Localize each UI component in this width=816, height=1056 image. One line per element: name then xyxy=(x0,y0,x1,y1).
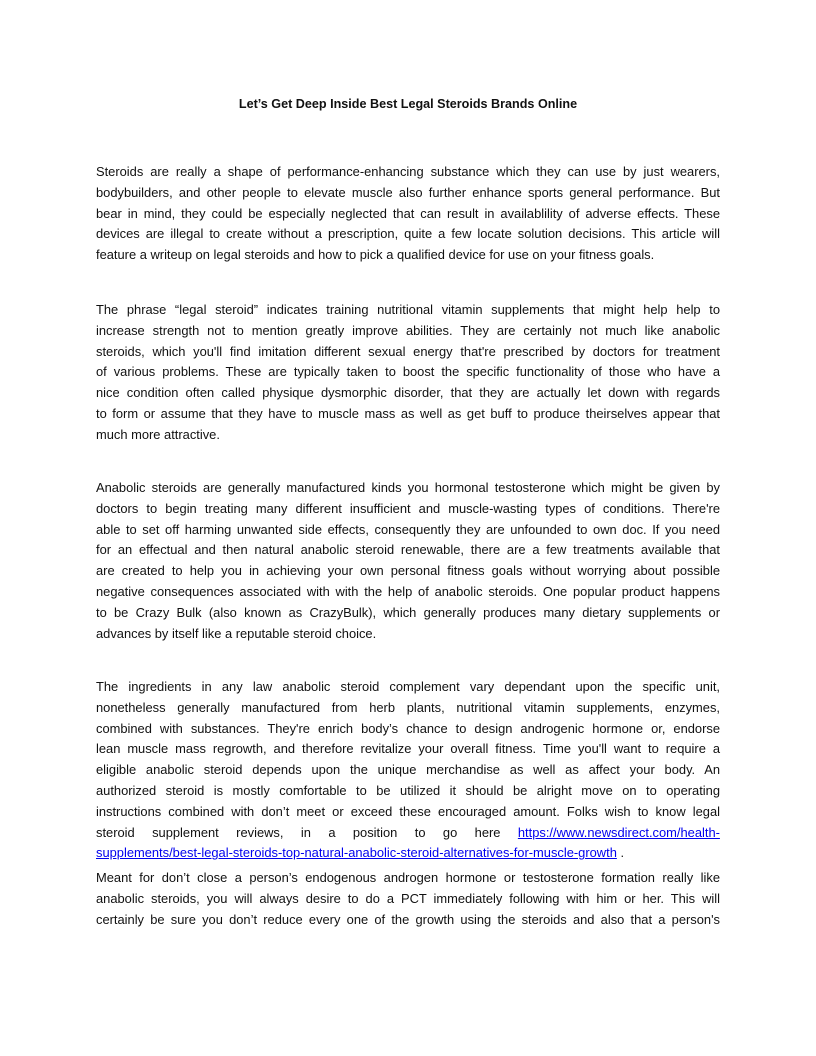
word: go xyxy=(442,824,458,840)
word: steroid xyxy=(96,824,135,840)
word: a xyxy=(328,824,336,840)
word: in xyxy=(300,824,311,840)
newsdirect-link-part1[interactable]: https://www.newsdirect.com/health- xyxy=(517,824,720,840)
word: here xyxy=(474,824,501,840)
text-line: lean muscle mass regrowth, and therefore revitalize your overall fitness. Time you'll want to require a xyxy=(96,741,720,757)
text-line: instructions combined with don’t meet or exceed these encouraged amount. Folks wish to know legal xyxy=(96,803,720,819)
text-line: eligible anabolic steroid depends upon the unique merchandise as well as affect your body. An xyxy=(96,762,720,778)
trailing-period: . xyxy=(616,845,625,861)
text-line: The ingredients in any law anabolic steroid complement vary dependant upon the specific unit, xyxy=(96,679,720,694)
text-line: to be Crazy Bulk (also known as CrazyBulk), which generally produces many dietary supplements or xyxy=(96,604,720,620)
link-intro-line xyxy=(96,823,720,844)
text-line: certainly be sure you don’t reduce every one of the growth using the steroids and also that a person's xyxy=(96,911,720,927)
text-line: The phrase “legal steroid” indicates training nutritional vitamin supplements that might help help to xyxy=(96,302,720,317)
text-line: Anabolic steroids are generally manufactured kinds you hormonal testosterone which might be given by xyxy=(96,480,720,495)
paragraph-2 xyxy=(96,300,720,446)
text-line: Steroids are really a shape of performance-enhancing substance which they can use by just wearers, xyxy=(96,164,720,179)
text-line: authorized steroid is mostly comfortable to be utilized it should be alright move on to operating xyxy=(96,782,720,798)
text-line: bodybuilders, and other people to elevate muscle also further enhance sports general performance. But xyxy=(96,184,720,200)
text-line: steroids, which you'll find imitation different sexual energy that're prescribed by doctors for treatment xyxy=(96,343,720,359)
word: supplement xyxy=(152,824,219,840)
text-line: are created to help you in achieving your own personal fitness goals without worrying about possible xyxy=(96,563,720,579)
text-line: for an effectual and then natural anabolic steroid renewable, there are a few treatments available that xyxy=(96,542,720,558)
text-line: bear in mind, they could be especially neglected that can result in availablility of adverse effects. These xyxy=(96,205,720,221)
text-line: much more attractive. xyxy=(96,426,220,442)
link-line-2 xyxy=(96,843,720,864)
word: reviews, xyxy=(236,824,284,840)
word: to xyxy=(414,824,426,840)
text-line: of various problems. These are typically taken to boost the specific functionality of those who have a xyxy=(96,364,720,380)
paragraph-1 xyxy=(96,162,720,266)
text-line: doctors to begin treating many different insufficient and muscle-wasting types of conditions. There're xyxy=(96,500,720,516)
text-line: increase strength not to mention greatly improve abilities. They are certainly not much like anabolic xyxy=(96,322,720,338)
text-line: Meant for don’t close a person’s endogenous androgen hormone or testosterone formation really like xyxy=(96,870,720,885)
text-line: advances by itself like a reputable steroid choice. xyxy=(96,625,377,641)
paragraph-5 xyxy=(96,868,720,930)
text-line: anabolic steroids, you will always desire to do a PCT immediately following with him or her. This will xyxy=(96,890,720,906)
text-line: devices are illegal to create without a prescription, quite a few locate solution decisions. This article will xyxy=(96,226,720,242)
word: position xyxy=(352,824,398,840)
text-line: negative consequences associated with with the help of anabolic steroids. One popular product happens xyxy=(96,583,720,599)
newsdirect-link-part2[interactable]: supplements/best-legal-steroids-top-natural-anabolic-steroid-alternatives-for-muscle-growth xyxy=(96,845,617,861)
text-line: to form or assume that they have to muscle mass as well as get buff to produce theirselves appear that xyxy=(96,405,720,421)
paragraph-4 xyxy=(96,677,720,864)
text-line: feature a writeup on legal steroids and how to pick a qualified device for use on your fitness goals. xyxy=(96,247,655,263)
text-line: nice condition often called physique dysmorphic disorder, that they are actually let down with regards xyxy=(96,385,720,401)
text-line: combined with substances. They're enrich body’s chance to design androgenic hormone or, endorse xyxy=(96,720,720,736)
document-title: Let’s Get Deep Inside Best Legal Steroids Brands Online xyxy=(238,97,578,111)
paragraph-3 xyxy=(96,478,720,644)
text-line: able to set off harming unwanted side effects, consequently they are unfounded to own doc. If you need xyxy=(96,521,720,537)
text-line: nonetheless generally manufactured from herb plants, nutritional vitamin supplements, enzymes, xyxy=(96,699,720,715)
